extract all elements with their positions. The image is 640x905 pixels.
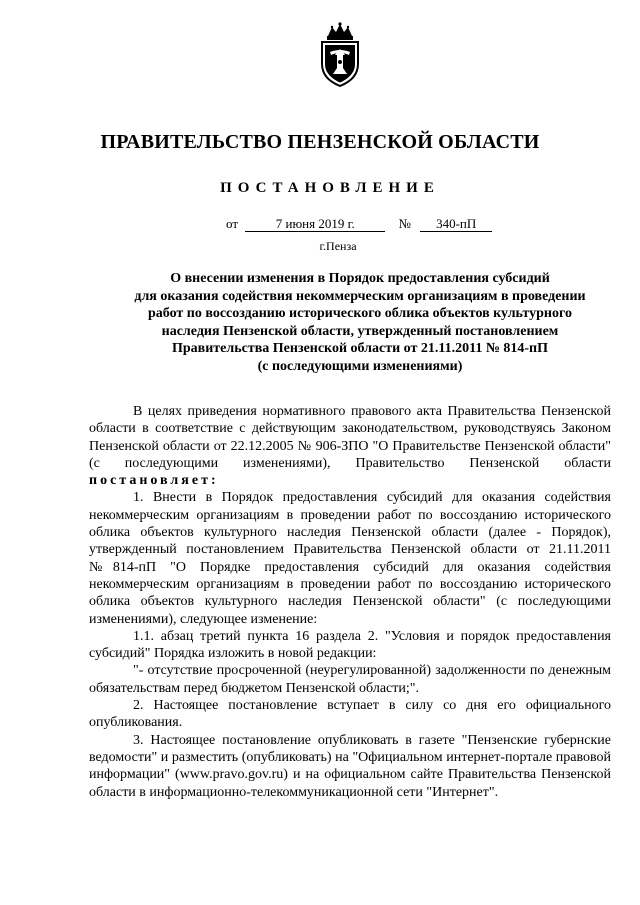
city-name: г.Пенза — [319, 239, 357, 253]
heading-line: (с последующими изменениями) — [257, 358, 463, 374]
heading-line: для оказания содействия некоммерческим организациям в проведении — [134, 288, 586, 304]
date-value: 7 июня 2019 г. — [245, 216, 385, 232]
number-label: № — [398, 216, 411, 231]
paragraph-2: 2. Настоящее постановление вступает в силу со дня его официального опубликования. — [89, 698, 611, 731]
paragraph-1: 1. Внести в Порядок предоставления субсидий для оказания содействия некоммерческим организациям в проведении работ по воссозданию исторического облика объектов культурного наследия Пензенской области (далее - Порядок), утвержденный постановлением Правительства Пензенской области от 21.11.2011 №814-пП "О Порядке предоставления субсидий для оказания содействия некоммерческим организациям в проведении работ по воссозданию исторического облика объектов культурного наследия Пензенской области" (с последующими изменениями), следующее изменение: — [89, 490, 611, 627]
intro-text: В целях приведения нормативного правового акта Правительства Пензенской области в соответствие с действующим законодательством, руководствуясь Законом Пензенской области от 22.12.2005 № 906-ЗПО "О Правительстве Пензенской области" (с последующими изменениями), Правительство Пензенской области — [89, 404, 611, 471]
quoted-text: "- отсутствие просроченной (неурегулированной) задолженности по денежным обязательствам перед бюджетом Пензенской области;". — [89, 663, 611, 696]
paragraph-3: 3. Настоящее постановление опубликовать в газете "Пензенские губернские ведомости" и разместить (опубликовать) на "Официальном интернет-портале правовой информации" (www.pravo.gov.ru) и на официальном сайте Правительства Пензенской области в информационно-телекоммуникационной сети "Интернет". — [89, 732, 611, 800]
heading-line: Правительства Пензенской области от 21.11.2011 № 814-пП — [171, 341, 549, 356]
number-value: 340-пП — [420, 216, 492, 232]
date-number-line — [226, 216, 492, 232]
paragraph-1-1: 1.1. абзац третий пункта 16 раздела 2. "Условия и порядок предоставления субсидий" Порядка изложить в новой редакции: — [89, 628, 611, 662]
document-type: ПОСТАНОВЛЕНИЕ — [220, 180, 440, 196]
heading-line: работ по воссозданию исторического облика объектов культурного — [148, 306, 572, 321]
heading-line: наследия Пензенской области, утвержденный постановлением — [161, 323, 559, 339]
decree-word: постановляет: — [89, 473, 219, 489]
authority-title: ПРАВИТЕЛЬСТВО ПЕНЗЕНСКОЙ ОБЛАСТИ — [100, 131, 540, 153]
heading-line: О внесении изменения в Порядок предоставления субсидий — [170, 271, 550, 286]
penza-coat-of-arms-icon — [316, 22, 364, 88]
intro-paragraph — [89, 403, 611, 489]
date-label: от — [226, 216, 239, 231]
resolution-heading — [60, 270, 640, 375]
document-body — [89, 403, 611, 801]
